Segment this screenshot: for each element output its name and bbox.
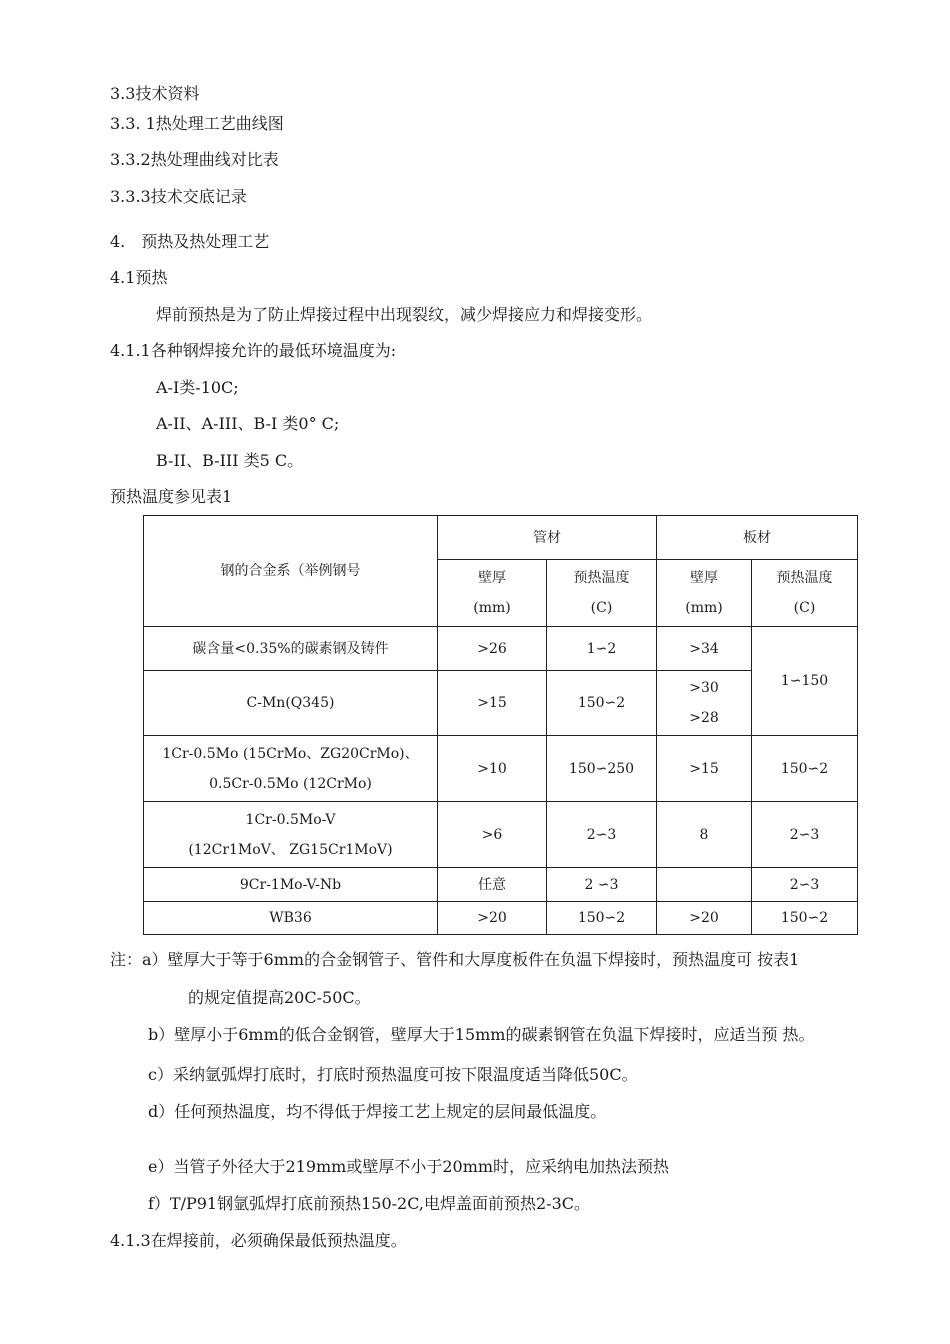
cell-plate-wall: >30 >28 [657, 671, 752, 736]
heading-4-1-1: 4.1.1各种钢焊接允许的最低环境温度为: [110, 341, 397, 360]
header-plate-temp: 预热温度 (C) [752, 560, 858, 627]
cell-plate-temp: 1∽150 [752, 627, 858, 736]
header-pipe: 管材 [438, 516, 657, 560]
cell-pipe-wall: >20 [438, 902, 547, 935]
note-f: f）T/P91钢氩弧焊打底前预热150-2C,电焊盖面前预热2-3C。 [148, 1194, 591, 1213]
cell-pipe-wall: 任意 [438, 868, 547, 902]
cell-pipe-temp: 2∽3 [547, 802, 657, 868]
note-b: b）壁厚小于6mm的低合金钢管，壁厚大于15mm的碳素钢管在负温下焊接时，应适当预 热。 [148, 1025, 815, 1044]
note-e: e）当管子外径大于219mm或壁厚不小于20mm时，应采纳电加热法预热 [148, 1157, 670, 1176]
cell-plate-temp: 150∽2 [752, 736, 858, 802]
heading-4-1: 4.1预热 [110, 268, 168, 287]
cell-steel: C-Mn(Q345) [144, 671, 438, 736]
header-plate: 板材 [657, 516, 858, 560]
table-row [144, 627, 858, 671]
cell-steel: 1Cr-0.5Mo (15CrMo、ZG20CrMo)、 0.5Cr-0.5Mo (12CrMo) [144, 736, 438, 802]
heading-3-3-2: 3.3.2热处理曲线对比表 [110, 150, 279, 169]
table-row [144, 868, 858, 902]
heading-4-1-3: 4.1.3在焊接前，必须确保最低预热温度。 [110, 1231, 407, 1250]
cell-plate-temp: 150∽2 [752, 902, 858, 935]
cell-plate-temp: 2∽3 [752, 868, 858, 902]
cell-pipe-wall: >26 [438, 627, 547, 671]
env-temp-a2: A-II、A-III、B-I 类0° C; [156, 414, 340, 433]
cell-steel: 1Cr-0.5Mo-V (12Cr1MoV、 ZG15Cr1MoV) [144, 802, 438, 868]
cell-steel: WB36 [144, 902, 438, 935]
table-row [144, 736, 858, 802]
env-temp-b2: B-II、B-III 类5 C。 [156, 451, 304, 470]
note-a-line2: 的规定值提高20C-50C。 [188, 988, 371, 1007]
note-a-line1: 注：a）壁厚大于等于6mm的合金钢管子、管件和大厚度板件在负温下焊接时，预热温度可 按表1 [110, 950, 800, 969]
heading-3-3-3: 3.3.3技术交底记录 [110, 187, 247, 206]
cell-plate-wall [657, 868, 752, 902]
heading-4: 4. 预热及热处理工艺 [110, 232, 270, 251]
cell-plate-wall: >34 [657, 627, 752, 671]
header-pipe-wall: 壁厚 (mm) [438, 560, 547, 627]
header-plate-wall: 壁厚 (mm) [657, 560, 752, 627]
cell-plate-wall: 8 [657, 802, 752, 868]
cell-pipe-wall: >6 [438, 802, 547, 868]
table-row [144, 902, 858, 935]
note-d: d）任何预热温度，均不得低于焊接工艺上规定的层间最低温度。 [148, 1102, 607, 1121]
cell-plate-wall: >20 [657, 902, 752, 935]
cell-pipe-temp: 150∽250 [547, 736, 657, 802]
cell-steel: 9Cr-1Mo-V-Nb [144, 868, 438, 902]
cell-pipe-temp: 1∽2 [547, 627, 657, 671]
note-c: c）采纳氩弧焊打底时，打底时预热温度可按下限温度适当降低50C。 [148, 1065, 638, 1084]
table-caption: 预热温度参见表1 [110, 487, 233, 506]
env-temp-a1: A-I类-10C; [156, 378, 239, 397]
header-steel: 钢的合金系（举例钢号 [144, 516, 438, 627]
cell-pipe-wall: >10 [438, 736, 547, 802]
table-row [144, 802, 858, 868]
cell-plate-wall: >15 [657, 736, 752, 802]
table-row [144, 671, 858, 736]
header-pipe-temp: 预热温度 (C) [547, 560, 657, 627]
cell-pipe-temp: 2 ∽3 [547, 868, 657, 902]
preheat-table [143, 515, 858, 935]
cell-steel: 碳含量<0.35%的碳素钢及铸件 [144, 627, 438, 671]
cell-pipe-temp: 150∽2 [547, 671, 657, 736]
heading-3-3-1: 3.3. 1热处理工艺曲线图 [110, 114, 284, 133]
heading-3-3: 3.3技术资料 [110, 84, 200, 103]
cell-pipe-wall: >15 [438, 671, 547, 736]
cell-plate-temp: 2∽3 [752, 802, 858, 868]
intro-paragraph: 焊前预热是为了防止焊接过程中出现裂纹，减少焊接应力和焊接变形。 [156, 305, 653, 324]
cell-pipe-temp: 150∽2 [547, 902, 657, 935]
